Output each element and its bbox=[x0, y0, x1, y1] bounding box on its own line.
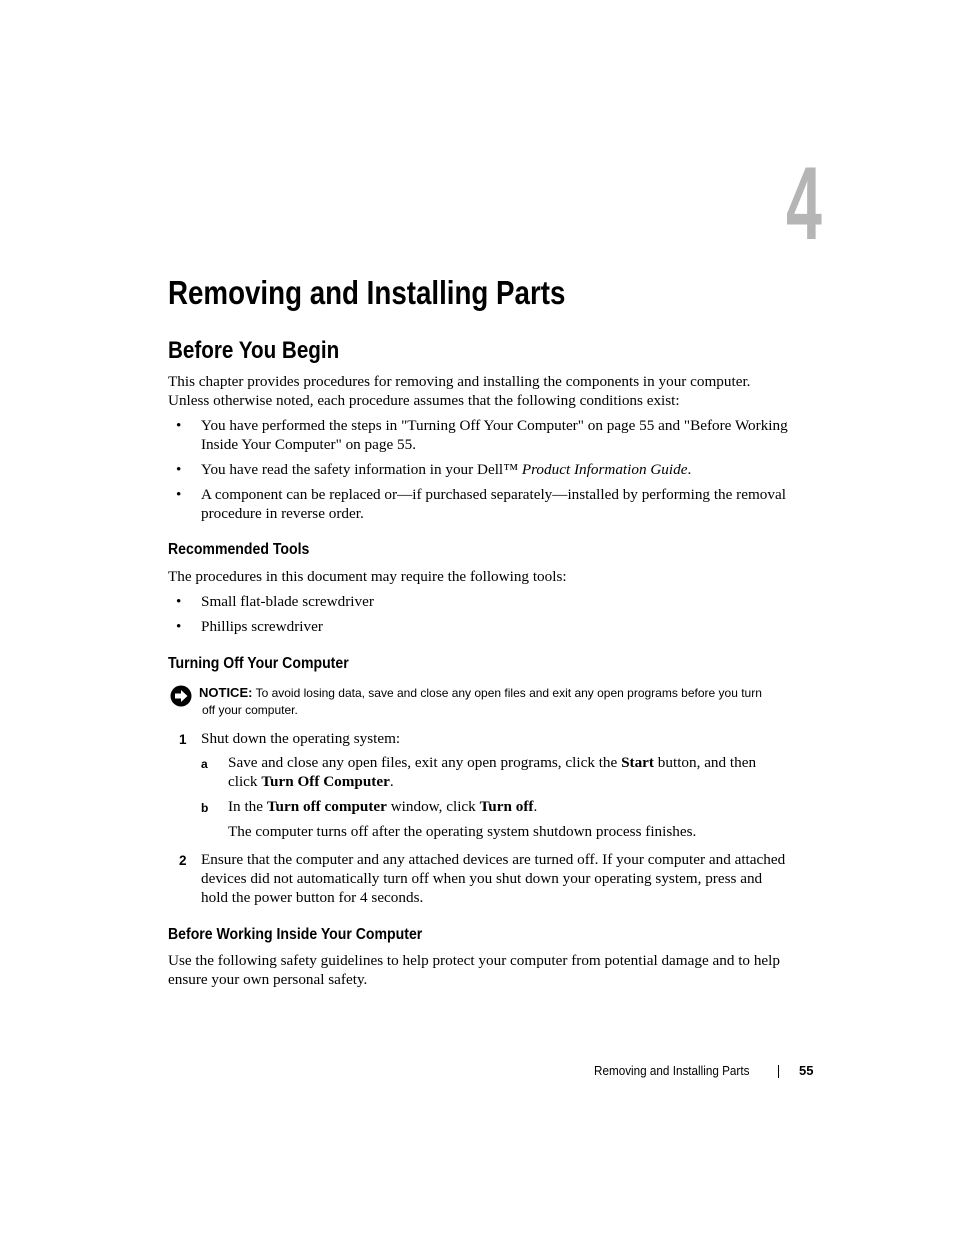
turning-off-heading: Turning Off Your Computer bbox=[168, 655, 349, 672]
recommended-tools-heading: Recommended Tools bbox=[168, 541, 310, 558]
substep-b-text-3: . bbox=[533, 798, 538, 815]
bullet-icon: • bbox=[176, 417, 182, 434]
list-item bbox=[168, 460, 788, 479]
guide-title: Product Information Guide bbox=[521, 461, 688, 478]
footer-title: Removing and Installing Parts bbox=[594, 1063, 750, 1078]
notice-line-2: off your computer. bbox=[202, 703, 298, 717]
bullet-icon: • bbox=[176, 593, 182, 610]
step-number: 1 bbox=[179, 732, 187, 747]
step-1 bbox=[168, 729, 788, 748]
condition-text: You have read the safety information in your Dell™ bbox=[201, 461, 522, 478]
substep-b-note bbox=[168, 822, 788, 841]
substep-a bbox=[168, 753, 788, 791]
intro-paragraph: This chapter provides procedures for removing and installing the components in your computer. Unless otherwise noted, each procedure assumes that the following conditions exist: bbox=[168, 373, 751, 409]
substep-text bbox=[168, 797, 788, 816]
list-item bbox=[168, 617, 788, 636]
substep-b-text-2: window, click bbox=[386, 798, 480, 815]
substep-a-text-3: . bbox=[389, 773, 394, 790]
before-working-heading: Before Working Inside Your Computer bbox=[168, 926, 423, 943]
substep-letter: b bbox=[201, 801, 209, 815]
notice-icon bbox=[170, 685, 192, 707]
bullet-icon: • bbox=[176, 486, 182, 503]
list-item bbox=[168, 592, 788, 611]
tools-list bbox=[168, 592, 788, 636]
substep-letter: a bbox=[201, 757, 208, 771]
bullet-icon: • bbox=[176, 618, 182, 635]
bullet-icon: • bbox=[176, 461, 182, 478]
start-label: Start bbox=[621, 754, 654, 771]
notice-text bbox=[168, 684, 798, 702]
step-text: Shut down the operating system: bbox=[201, 730, 401, 747]
substep-a-text-1: Save and close any open files, exit any open programs, click the bbox=[228, 754, 622, 771]
step-text: Ensure that the computer and any attached devices are turned off. If your computer and attached devices did not automatically turn off when you shut down your operating system, press and hold the power button for 4 seconds. bbox=[201, 851, 786, 906]
tool-text: Small flat-blade screwdriver bbox=[201, 593, 374, 610]
substep-text bbox=[168, 753, 788, 791]
conditions-list bbox=[168, 416, 788, 523]
condition-text: A component can be replaced or—if purchased separately—installed by performing the removal procedure in reverse order. bbox=[201, 486, 786, 522]
section-title: Before You Begin bbox=[168, 337, 340, 364]
substep-a-text-2: button, and then click bbox=[228, 754, 757, 790]
tool-text: Phillips screwdriver bbox=[201, 618, 323, 635]
condition-end: . bbox=[687, 461, 692, 478]
step-number: 2 bbox=[179, 853, 187, 868]
turn-off-computer-label: Turn Off Computer bbox=[261, 773, 390, 790]
turn-off-computer-window-label: Turn off computer bbox=[266, 798, 387, 815]
turn-off-label: Turn off bbox=[479, 798, 534, 815]
notice-line-1: To avoid losing data, save and close any open files and exit any open programs before you turn bbox=[252, 686, 762, 700]
notice-box bbox=[168, 684, 798, 719]
list-item bbox=[168, 485, 788, 523]
substep-note-text: The computer turns off after the operating system shutdown process finishes. bbox=[228, 823, 697, 840]
step-2 bbox=[168, 850, 788, 907]
substep-b-text-1: In the bbox=[228, 798, 267, 815]
chapter-number: 4 bbox=[786, 146, 822, 262]
list-item bbox=[168, 416, 788, 454]
page-number: 55 bbox=[799, 1063, 814, 1078]
tools-intro: The procedures in this document may require the following tools: bbox=[168, 568, 567, 585]
condition-text: You have performed the steps in "Turning Off Your Computer" on page 55 and "Before Working Inside Your Computer" on page 55. bbox=[201, 417, 788, 453]
page-footer bbox=[594, 1061, 824, 1081]
notice-label: NOTICE: bbox=[199, 685, 253, 700]
chapter-title: Removing and Installing Parts bbox=[168, 274, 566, 311]
substep-b bbox=[168, 797, 788, 816]
footer-separator bbox=[778, 1065, 779, 1078]
before-working-text: Use the following safety guidelines to help protect your computer from potential damage and to help ensure your own personal safety. bbox=[168, 952, 780, 988]
